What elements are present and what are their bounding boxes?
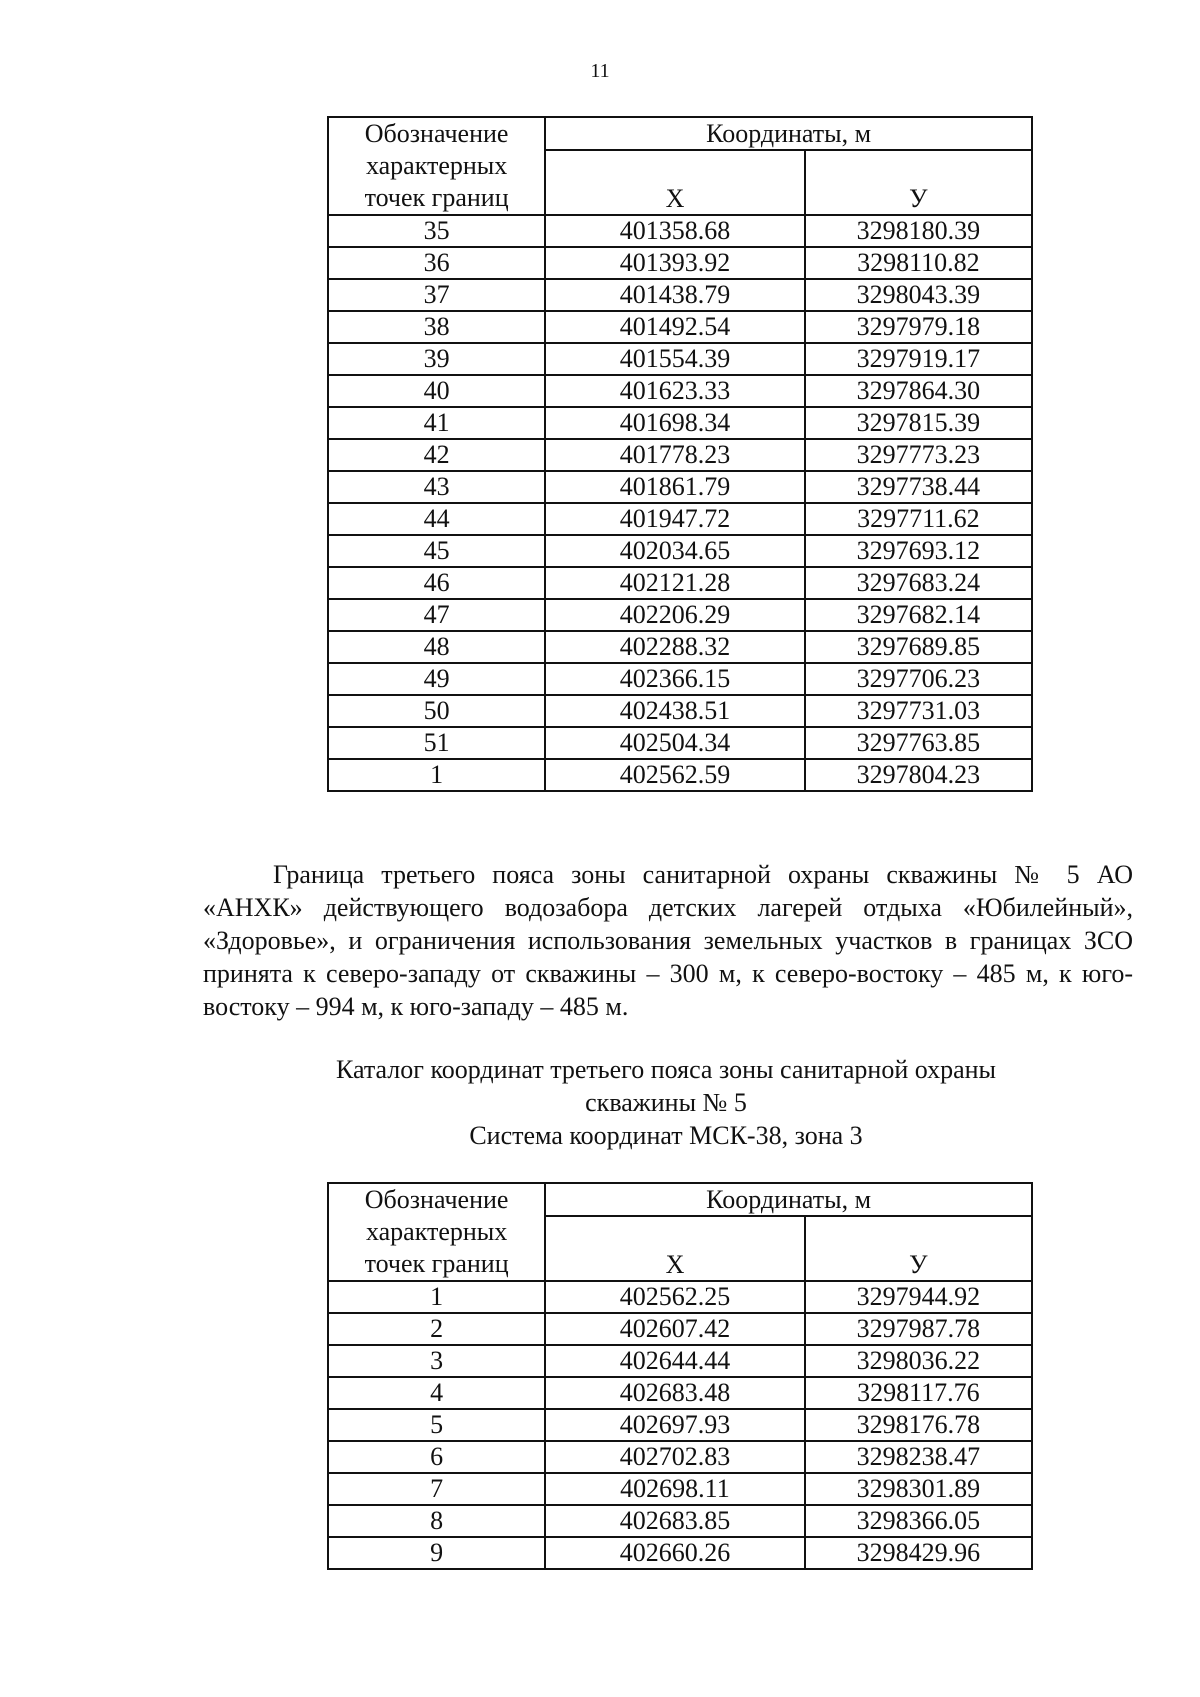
table-row [328,439,1032,471]
table-row [328,1409,1032,1441]
table-row [328,663,1032,695]
point-number-cell: 40 [328,375,545,407]
table-row [328,343,1032,375]
x-coordinate-cell: 401947.72 [545,503,804,535]
y-coordinate-cell: 3297919.17 [805,343,1032,375]
y-coordinate-cell: 3297804.23 [805,759,1032,791]
point-number-cell: 50 [328,695,545,727]
point-number-cell: 41 [328,407,545,439]
x-coordinate-cell: 402683.48 [545,1377,804,1409]
point-number-cell: 48 [328,631,545,663]
coordinates-table-2 [327,1182,1033,1570]
y-coordinate-cell: 3297731.03 [805,695,1032,727]
point-number-cell: 3 [328,1345,545,1377]
y-coordinate-cell: 3297683.24 [805,567,1032,599]
table-row [328,407,1032,439]
point-number-cell: 38 [328,311,545,343]
x-coordinate-cell: 402698.11 [545,1473,804,1505]
point-number-cell: 51 [328,727,545,759]
x-coordinate-cell: 402438.51 [545,695,804,727]
point-number-cell: 37 [328,279,545,311]
y-coordinate-cell: 3297979.18 [805,311,1032,343]
y-coordinate-cell: 3297987.78 [805,1313,1032,1345]
x-coordinate-cell: 402504.34 [545,727,804,759]
catalog-title-line-1: Каталог координат третьего пояса зоны санитарной охраны [335,1055,997,1084]
x-coordinate-cell: 402034.65 [545,535,804,567]
y-coordinate-cell: 3298301.89 [805,1473,1032,1505]
y-coordinate-cell: 3298429.96 [805,1537,1032,1569]
point-number-cell: 1 [328,1281,545,1313]
y-coordinate-cell: 3297706.23 [805,663,1032,695]
y-coordinate-cell: 3297815.39 [805,407,1032,439]
x-coordinate-cell: 401861.79 [545,471,804,503]
table-row [328,247,1032,279]
y-axis-header: У [805,1216,1032,1281]
x-axis-header: Х [545,150,804,215]
x-coordinate-cell: 401554.39 [545,343,804,375]
x-coordinate-cell: 402206.29 [545,599,804,631]
table-2-body [328,1183,1032,1569]
x-coordinate-cell: 401358.68 [545,215,804,247]
table-row [328,375,1032,407]
x-coordinate-cell: 402366.15 [545,663,804,695]
table-row [328,567,1032,599]
point-number-cell: 1 [328,759,545,791]
y-coordinate-cell: 3298180.39 [805,215,1032,247]
y-coordinate-cell: 3297738.44 [805,471,1032,503]
point-number-cell: 44 [328,503,545,535]
table-row [328,599,1032,631]
x-coordinate-cell: 401393.92 [545,247,804,279]
point-number-cell: 35 [328,215,545,247]
y-coordinate-cell: 3297944.92 [805,1281,1032,1313]
x-coordinate-cell: 402683.85 [545,1505,804,1537]
y-axis-header: У [805,150,1032,215]
header-name-line-2: характерных [365,151,508,180]
x-coordinate-cell: 402288.32 [545,631,804,663]
point-number-cell: 49 [328,663,545,695]
table-row [328,727,1032,759]
table-row [328,1345,1032,1377]
x-coordinate-cell: 402660.26 [545,1537,804,1569]
x-axis-header: Х [545,1216,804,1281]
boundary-description-paragraph: Граница третьего пояса зоны санитарной охраны скважины № 5 АО «АНХК» действующего водозабора детских лагерей отдыха «Юбилейный», «Здоровье», и ограничения использования земельных участков в границах ЗСО принята к северо-западу от скважины – 300 м, к северо-востоку – 485 м, к юго-востоку – 994 м, к юго-западу – 485 м. [203,860,1133,1021]
point-number-cell: 47 [328,599,545,631]
table-1-body [328,117,1032,791]
y-coordinate-cell: 3298117.76 [805,1377,1032,1409]
y-coordinate-cell: 3297864.30 [805,375,1032,407]
point-number-cell: 4 [328,1377,545,1409]
x-coordinate-cell: 402697.93 [545,1409,804,1441]
coordinates-table-1 [327,116,1033,792]
point-number-cell: 6 [328,1441,545,1473]
y-coordinate-cell: 3297711.62 [805,503,1032,535]
y-coordinate-cell: 3298238.47 [805,1441,1032,1473]
header-name-line-2: характерных [365,1217,508,1246]
table-row [328,1281,1032,1313]
table-header-row [328,1183,1032,1216]
table-row [328,503,1032,535]
point-designation-header [328,117,545,215]
table-row [328,1377,1032,1409]
x-coordinate-cell: 402644.44 [545,1345,804,1377]
point-number-cell: 2 [328,1313,545,1345]
table-row [328,1473,1032,1505]
catalog-title-line-3: Система координат МСК-38, зона 3 [469,1121,863,1150]
point-number-cell: 9 [328,1537,545,1569]
x-coordinate-cell: 401778.23 [545,439,804,471]
table-row [328,1537,1032,1569]
y-coordinate-cell: 3298366.05 [805,1505,1032,1537]
point-number-cell: 5 [328,1409,545,1441]
catalog-title [0,1053,1200,1152]
point-number-cell: 43 [328,471,545,503]
y-coordinate-cell: 3297763.85 [805,727,1032,759]
x-coordinate-cell: 402562.59 [545,759,804,791]
table-row [328,215,1032,247]
table-row [328,311,1032,343]
point-number-cell: 42 [328,439,545,471]
x-coordinate-cell: 402562.25 [545,1281,804,1313]
point-number-cell: 7 [328,1473,545,1505]
y-coordinate-cell: 3297689.85 [805,631,1032,663]
y-coordinate-cell: 3297682.14 [805,599,1032,631]
y-coordinate-cell: 3298036.22 [805,1345,1032,1377]
x-coordinate-cell: 401438.79 [545,279,804,311]
coordinates-header: Координаты, м [545,117,1032,150]
table-row [328,1313,1032,1345]
point-number-cell: 45 [328,535,545,567]
coordinates-header: Координаты, м [545,1183,1032,1216]
point-number-cell: 8 [328,1505,545,1537]
table-row [328,1505,1032,1537]
x-coordinate-cell: 402607.42 [545,1313,804,1345]
y-coordinate-cell: 3298043.39 [805,279,1032,311]
point-number-cell: 39 [328,343,545,375]
header-name-line-1: Обозначение [364,119,509,148]
table-row [328,279,1032,311]
table-row [328,471,1032,503]
x-coordinate-cell: 402702.83 [545,1441,804,1473]
table-row [328,695,1032,727]
x-coordinate-cell: 401492.54 [545,311,804,343]
table-header-row [328,117,1032,150]
table-row [328,759,1032,791]
page-number: 11 [590,60,610,82]
y-coordinate-cell: 3297773.23 [805,439,1032,471]
table-row [328,1441,1032,1473]
catalog-title-line-2: скважины № 5 [585,1088,747,1117]
y-coordinate-cell: 3298176.78 [805,1409,1032,1441]
x-coordinate-cell: 401623.33 [545,375,804,407]
header-name-line-3: точек границ [364,1249,509,1278]
table-row [328,535,1032,567]
point-number-cell: 36 [328,247,545,279]
y-coordinate-cell: 3297693.12 [805,535,1032,567]
header-name-line-3: точек границ [364,183,509,212]
x-coordinate-cell: 401698.34 [545,407,804,439]
table-row [328,631,1032,663]
header-name-line-1: Обозначение [364,1185,509,1214]
point-number-cell: 46 [328,567,545,599]
point-designation-header [328,1183,545,1281]
y-coordinate-cell: 3298110.82 [805,247,1032,279]
x-coordinate-cell: 402121.28 [545,567,804,599]
